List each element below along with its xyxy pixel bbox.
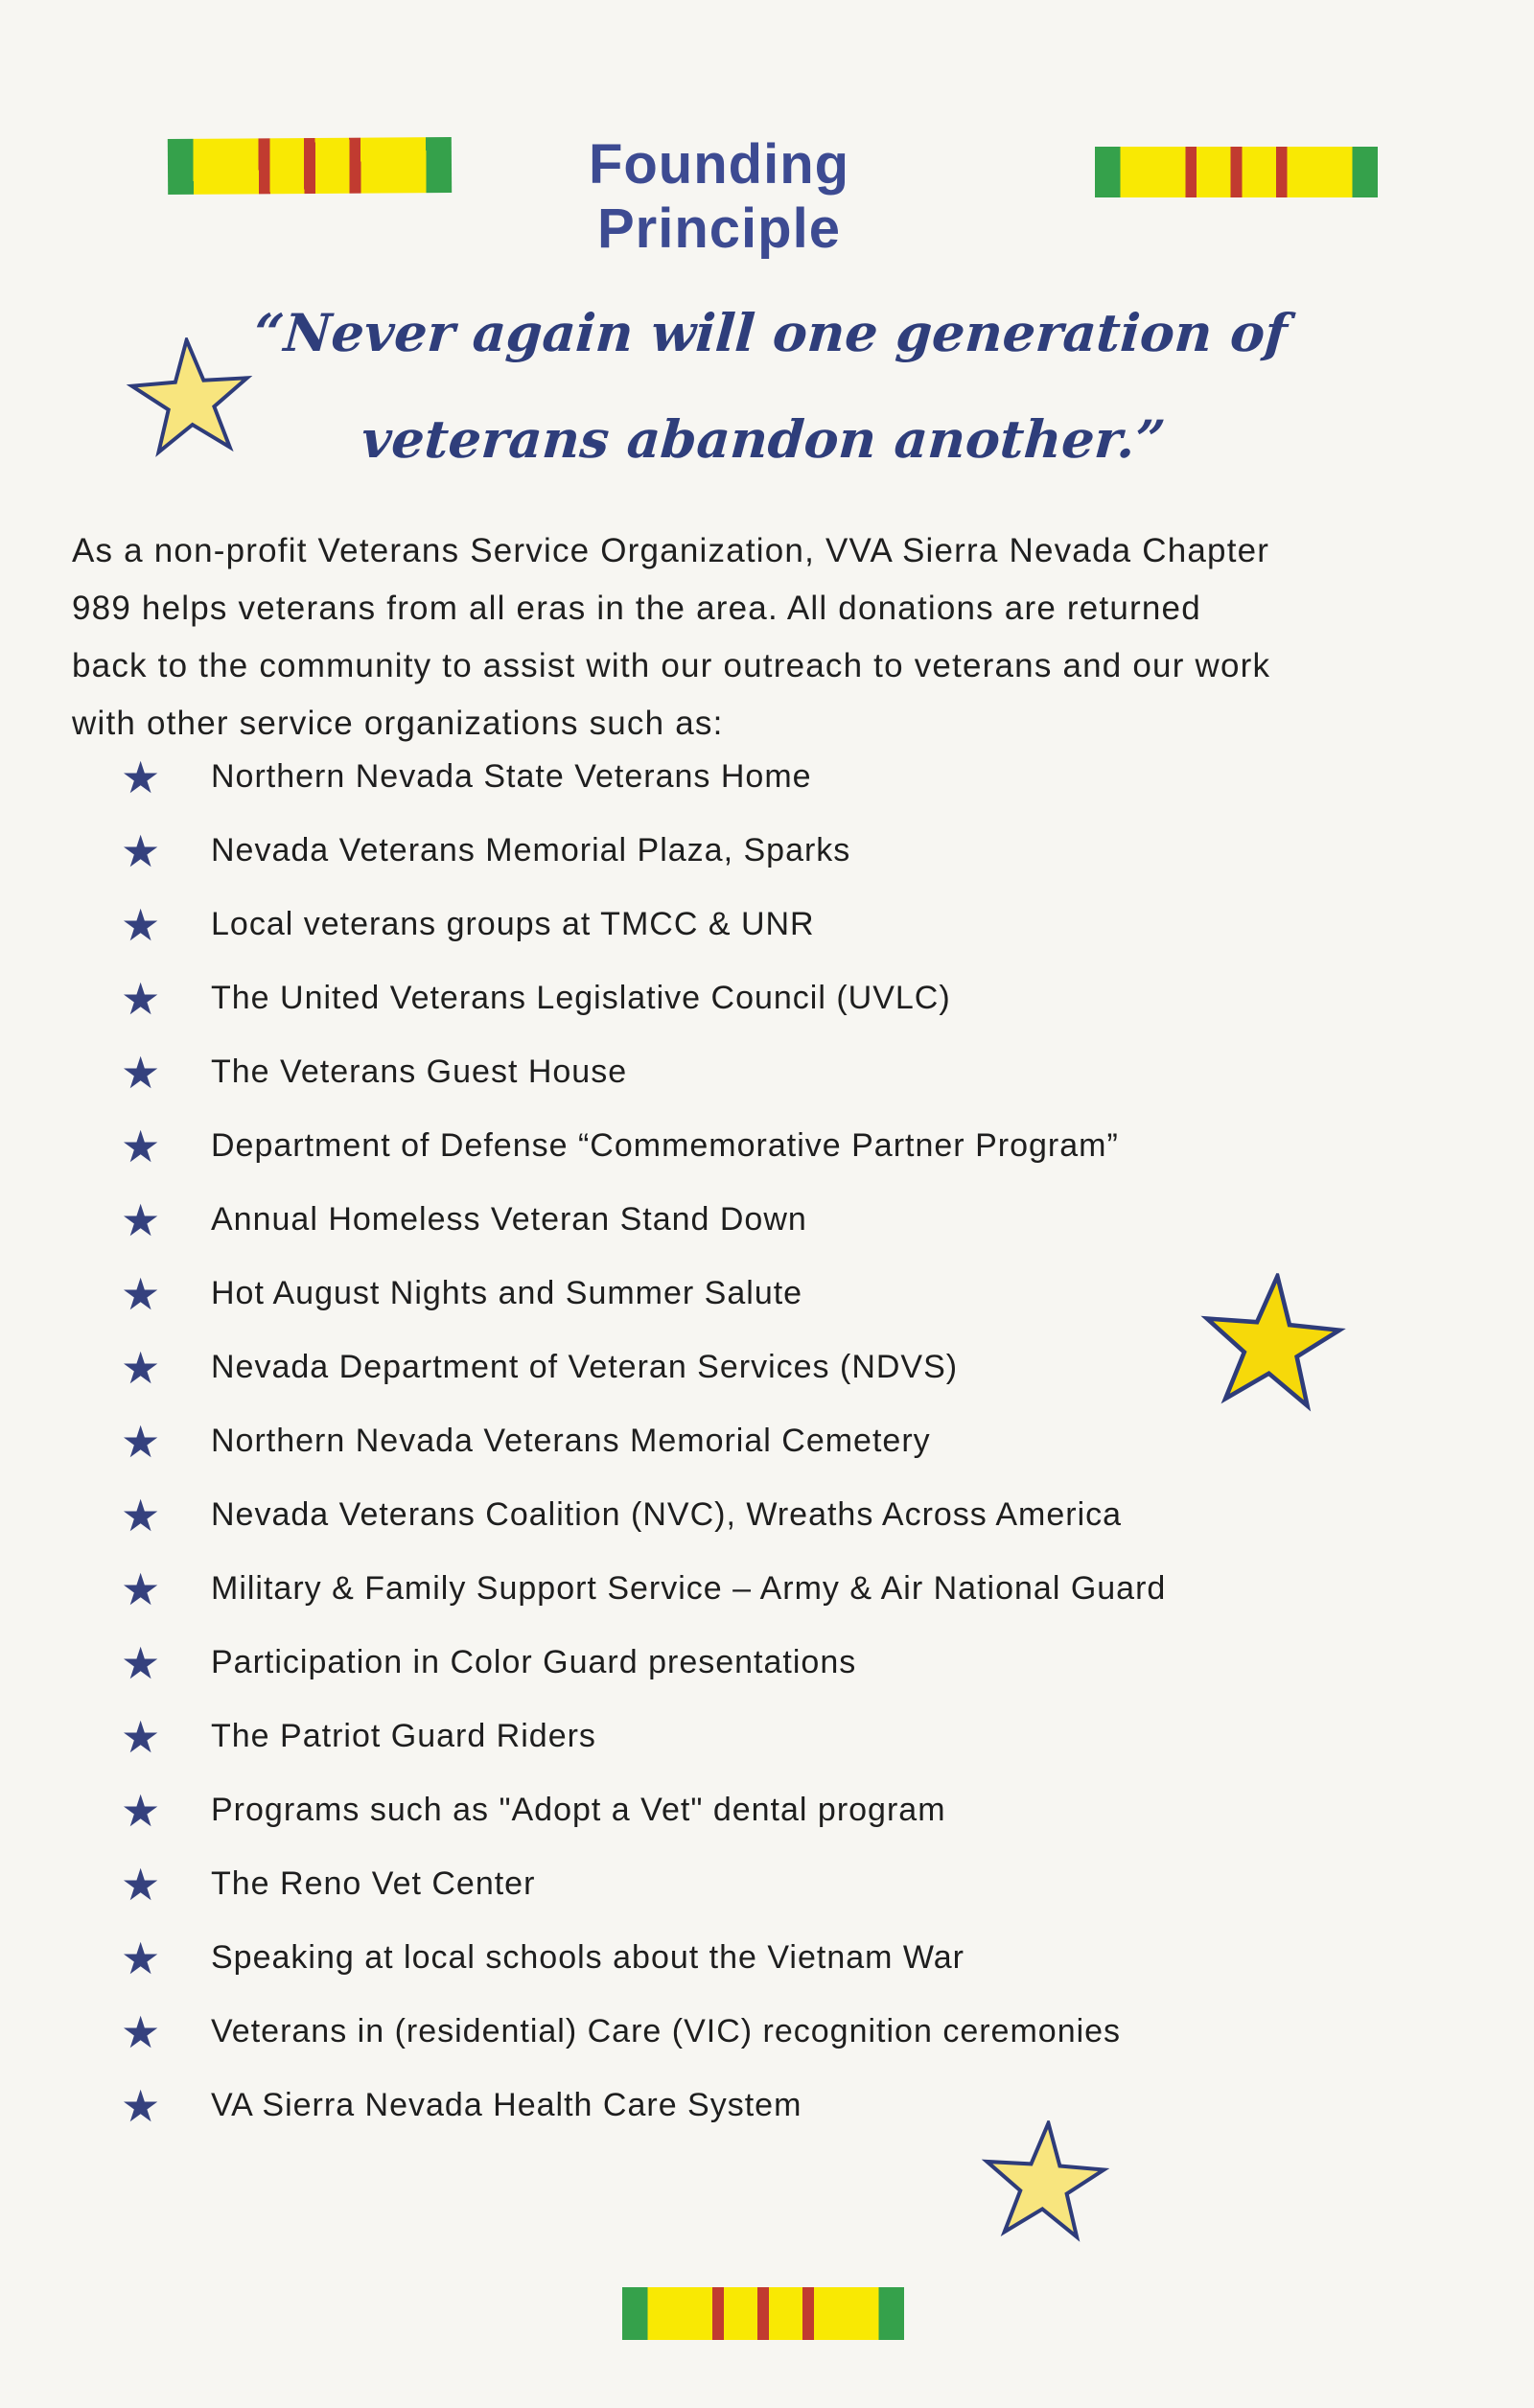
star-shape <box>1200 1270 1344 1408</box>
star-bullet-icon: ★ <box>121 1637 161 1688</box>
star-bullet-icon: ★ <box>121 973 161 1024</box>
list-item-label: Nevada Department of Veteran Services (NDVS) <box>211 1349 959 1385</box>
list-item-label: Programs such as "Adopt a Vet" dental program <box>211 1792 946 1828</box>
list-item-label: Local veterans groups at TMCC & UNR <box>211 906 815 942</box>
list-item <box>115 1700 1476 1773</box>
quote-line-1: “Never again will one generation of <box>252 302 1290 363</box>
star-bullet-icon: ★ <box>121 1933 161 1983</box>
list-item-label: VA Sierra Nevada Health Care System <box>211 2087 802 2123</box>
star-bullet-icon: ★ <box>121 1563 161 1614</box>
star-bullet-icon: ★ <box>121 899 161 950</box>
vietnam-service-ribbon-icon-left <box>168 137 452 195</box>
service-organizations-list <box>115 740 1476 2142</box>
list-item-label: Northern Nevada State Veterans Home <box>211 758 812 795</box>
list-item <box>115 961 1476 1035</box>
list-item-label: Nevada Veterans Memorial Plaza, Sparks <box>211 832 851 868</box>
intro-line: with other service organizations such as: <box>72 705 724 742</box>
list-item <box>115 1847 1476 1921</box>
list-item <box>115 740 1476 814</box>
vietnam-service-ribbon-icon-bottom <box>622 2287 904 2340</box>
star-bullet-icon: ★ <box>121 1711 161 1762</box>
intro-paragraph <box>72 522 1491 752</box>
star-bullet-icon: ★ <box>121 1342 161 1393</box>
list-item <box>115 888 1476 961</box>
list-item-label: Military & Family Support Service – Army & Air National Guard <box>211 1570 1167 1607</box>
page-title: Founding Principle <box>588 133 850 260</box>
list-item-label: Northern Nevada Veterans Memorial Cemetery <box>211 1423 931 1459</box>
founding-quote <box>184 280 1350 493</box>
intro-line: 989 helps veterans from all eras in the area. All donations are returned <box>72 590 1201 627</box>
list-item-label: The Reno Vet Center <box>211 1865 536 1902</box>
list-item-label: Participation in Color Guard presentations <box>211 1644 857 1680</box>
list-item <box>115 1626 1476 1700</box>
list-item <box>115 1478 1476 1552</box>
star-shape <box>982 2119 1106 2239</box>
list-item <box>115 1552 1476 1626</box>
list-item-label: Hot August Nights and Summer Salute <box>211 1275 803 1311</box>
star-bullet-icon: ★ <box>121 825 161 876</box>
quote-line-2: veterans abandon another.” <box>359 408 1168 470</box>
star-bullet-icon: ★ <box>121 1785 161 1836</box>
list-item-label: Veterans in (residential) Care (VIC) recognition ceremonies <box>211 2013 1122 2049</box>
vietnam-service-ribbon-icon-right <box>1095 147 1378 197</box>
star-bullet-icon: ★ <box>121 1047 161 1098</box>
star-icon-bottom <box>975 2116 1112 2253</box>
list-item-label: The Patriot Guard Riders <box>211 1718 596 1754</box>
list-item <box>115 1773 1476 1847</box>
list-item-label: Speaking at local schools about the Vietnam War <box>211 1939 965 1976</box>
list-item-label: Annual Homeless Veteran Stand Down <box>211 1201 807 1238</box>
list-item <box>115 1183 1476 1257</box>
star-bullet-icon: ★ <box>121 752 161 802</box>
intro-line: As a non-profit Veterans Service Organization, VVA Sierra Nevada Chapter <box>72 532 1270 569</box>
list-item-label: The Veterans Guest House <box>211 1054 628 1090</box>
star-bullet-icon: ★ <box>121 1859 161 1910</box>
star-bullet-icon: ★ <box>121 1490 161 1540</box>
list-item <box>115 2069 1476 2142</box>
list-item-label: The United Veterans Legislative Council (UVLC) <box>211 980 951 1016</box>
intro-line: back to the community to assist with our outreach to veterans and our work <box>72 647 1271 684</box>
star-bullet-icon: ★ <box>121 2080 161 2131</box>
list-item <box>115 814 1476 888</box>
star-bullet-icon: ★ <box>121 2006 161 2057</box>
star-icon-middle-right <box>1193 1267 1351 1425</box>
list-item <box>115 1995 1476 2069</box>
star-bullet-icon: ★ <box>121 1416 161 1467</box>
star-bullet-icon: ★ <box>121 1268 161 1319</box>
list-item-label: Nevada Veterans Coalition (NVC), Wreaths Across America <box>211 1496 1123 1533</box>
list-item-label: Department of Defense “Commemorative Partner Program” <box>211 1127 1119 1164</box>
list-item <box>115 1035 1476 1109</box>
star-bullet-icon: ★ <box>121 1194 161 1245</box>
list-item <box>115 1921 1476 1995</box>
star-bullet-icon: ★ <box>121 1121 161 1171</box>
list-item <box>115 1109 1476 1183</box>
